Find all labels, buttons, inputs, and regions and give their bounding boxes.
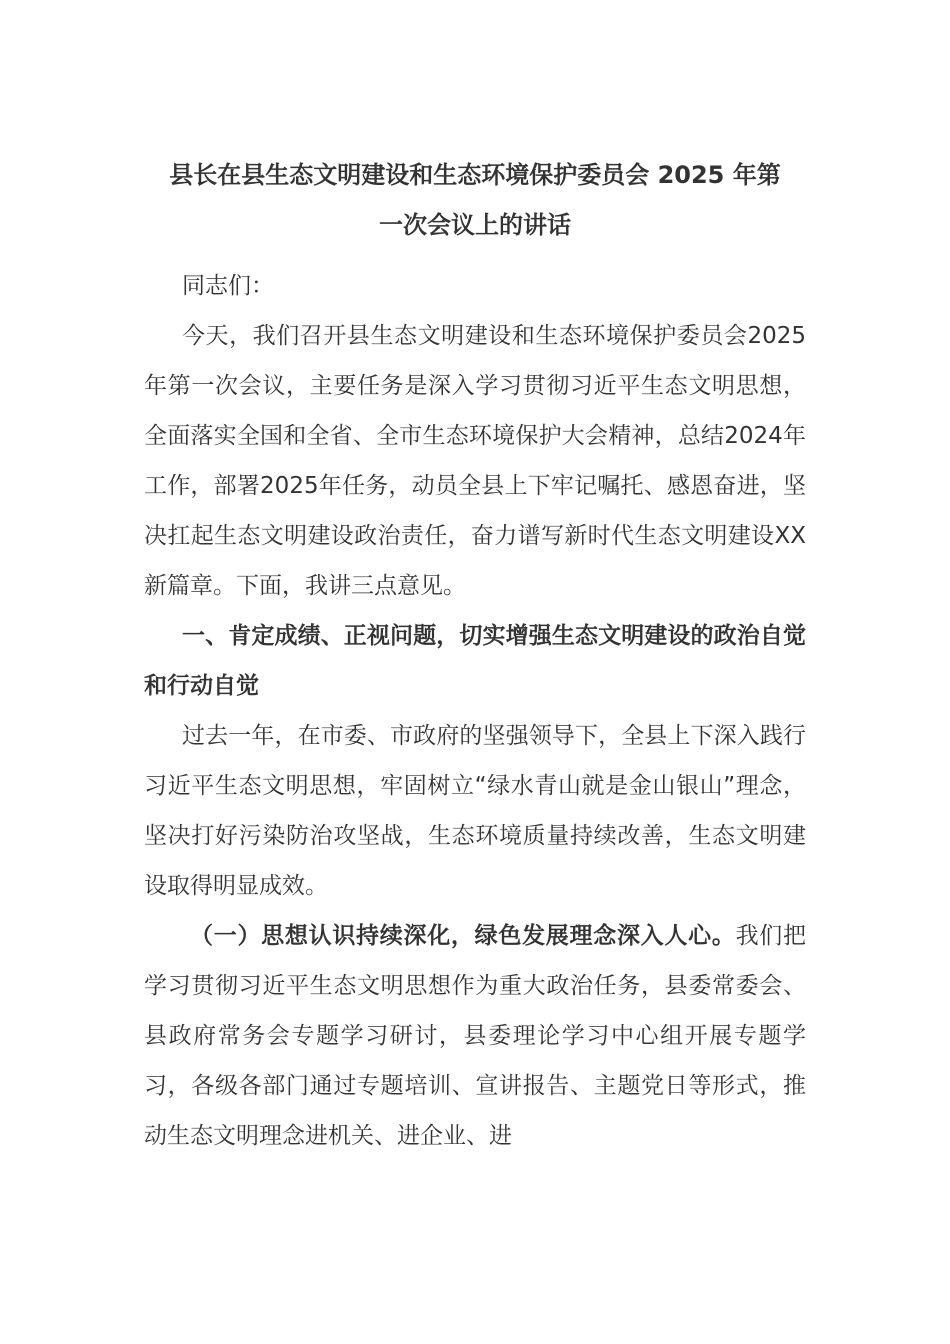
salutation: 同志们： xyxy=(182,273,274,299)
section-1-heading: 一、肯定成绩、正视问题，切实增强生态文明建设的政治自觉和行动自觉 xyxy=(144,623,806,699)
section-1-paragraph: 过去一年，在市委、市政府的坚强领导下，全县上下深入践行习近平生态文明思想，牢固树立“绿水青山就是金山银山”理念，坚决打好污染防治攻坚战，生态环境质量持续改善，生态文明建设取得明显成效。 xyxy=(144,723,806,899)
subsection-1-text: 我们把学习贯彻习近平生态文明思想作为重大政治任务，县委常委会、县政府常务会专题学习研讨，县委理论学习中心组开展专题学习，各级各部门通过专题培训、宣讲报告、主题党日等形式，推动生态文明理念进机关、进企业、进 xyxy=(144,923,807,1149)
intro-paragraph: 今天，我们召开县生态文明建设和生态环境保护委员会2025年第一次会议，主要任务是深入学习贯彻习近平生态文明思想，全面落实全国和全省、全市生态环境保护大会精神，总结2024年工作，部署2025年任务，动员全县上下牢记嘱托、感恩奋进，坚决扛起生态文明建设政治责任，奋力谱写新时代生态文明建设XX新篇章。下面，我讲三点意见。 xyxy=(144,323,806,599)
document-title xyxy=(136,150,814,250)
document-page xyxy=(144,150,806,1161)
title-line-2: 一次会议上的讲话 xyxy=(379,211,571,239)
title-line-1: 县长在县生态文明建设和生态环境保护委员会 2025 年第 xyxy=(169,161,781,189)
subsection-1-paragraph xyxy=(144,911,806,1161)
subsection-1-heading: （一）思想认识持续深化，绿色发展理念深入人心。 xyxy=(190,923,736,949)
